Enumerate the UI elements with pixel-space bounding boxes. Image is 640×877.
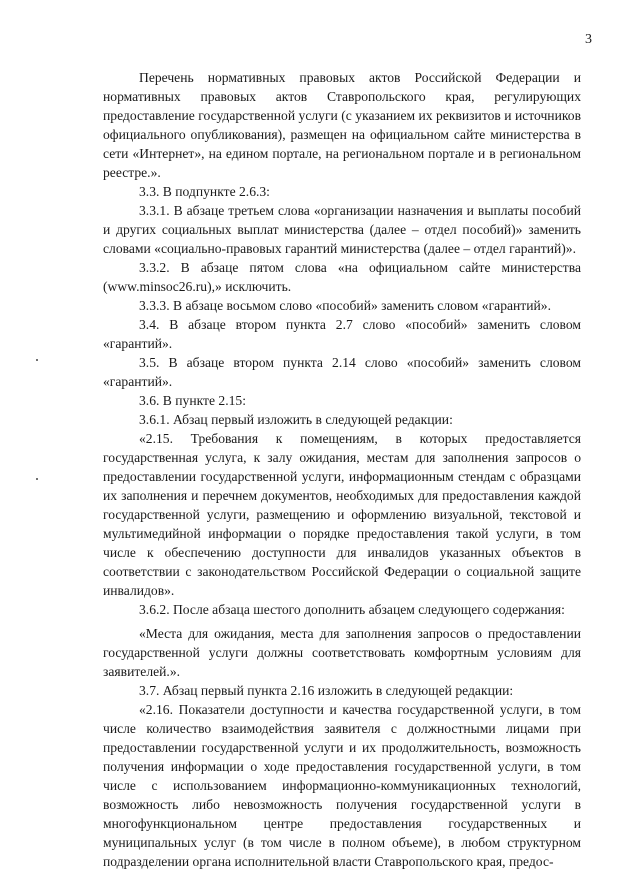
paragraph-3-4: 3.4. В абзаце втором пункта 2.7 слово «пособий» заменить словом «гарантий».	[103, 317, 581, 351]
scan-speck	[36, 359, 38, 361]
paragraph-3-7: 3.7. Абзац первый пункта 2.16 изложить в следующей редакции:	[139, 683, 514, 698]
scan-speck	[36, 478, 38, 480]
paragraph-3-3: 3.3. В подпункте 2.6.3:	[139, 184, 270, 199]
paragraph-3-5: 3.5. В абзаце втором пункта 2.14 слово «пособий» заменить словом «гарантий».	[103, 355, 581, 389]
paragraph-3-6-1: 3.6.1. Абзац первый изложить в следующей редакции:	[139, 412, 453, 427]
paragraph-quote-2-15: «2.15. Требования к помещениям, в которых предоставляется государственная услуга, к залу ожидания, местам для заполнения запросов о предоставлении государственной услуги, информационным стендам с образцами их заполнения и перечнем документов, необходимых для предоставления каждой государственной услуги, размещению и оформлению визуальной, текстовой и мультимедийной информации о порядке предоставления такой услуги, в том числе к обеспечению доступности для инвалидов указанных объектов в соответствии с законодательством Российской Федерации о социальной защите инвалидов».	[103, 431, 581, 598]
paragraph-3-3-3: 3.3.3. В абзаце восьмом слово «пособий» заменить словом «гарантий».	[139, 298, 551, 313]
page-number: 3	[585, 32, 592, 47]
paragraph-3-3-2: 3.3.2. В абзаце пятом слова «на официальном сайте министерства (www.minsoc26.ru),» исключить.	[103, 260, 581, 294]
paragraph-3-3-1: 3.3.1. В абзаце третьем слова «организации назначения и выплаты пособий и других социальных выплат министерства (далее – отдел пособий)» заменить словами «социально-правовых гарантий министерства (далее – отдел гарантий)».	[103, 203, 581, 256]
paragraph-3-6-2: 3.6.2. После абзаца шестого дополнить абзацем следующего содержания:	[139, 602, 565, 617]
paragraph-legal-acts-list: Перечень нормативных правовых актов Российской Федерации и нормативных правовых актов Ставропольского края, регулирующих предоставление государственной услуги (с указанием их реквизитов и источников официального опубликования), размещен на официальном сайте министерства в сети «Интернет», на едином портале, на региональном портале и в региональном реестре.».	[103, 70, 581, 180]
paragraph-3-6: 3.6. В пункте 2.15:	[139, 393, 246, 408]
paragraph-quote-2-16: «2.16. Показатели доступности и качества государственной услуги, в том числе количество взаимодействия заявителя с должностными лицами при предоставлении государственной услуги и их продолжительность, возможность получения информации о ходе предоставления государственной услуги, в том числе с использованием информационно-коммуникационных технологий, возможность либо невозможность получения государственной услуги в многофункциональном центре предоставления государственных и муниципальных услуг (в том числе в полном объеме), в любом структурном подразделении органа исполнительной власти Ставропольского края, предос-	[103, 702, 581, 869]
document-body	[103, 68, 581, 871]
paragraph-quote-waiting-places: «Места для ожидания, места для заполнения запросов о предоставлении государственной услуги должны соответствовать комфортным условиям для заявителей.».	[103, 626, 581, 679]
